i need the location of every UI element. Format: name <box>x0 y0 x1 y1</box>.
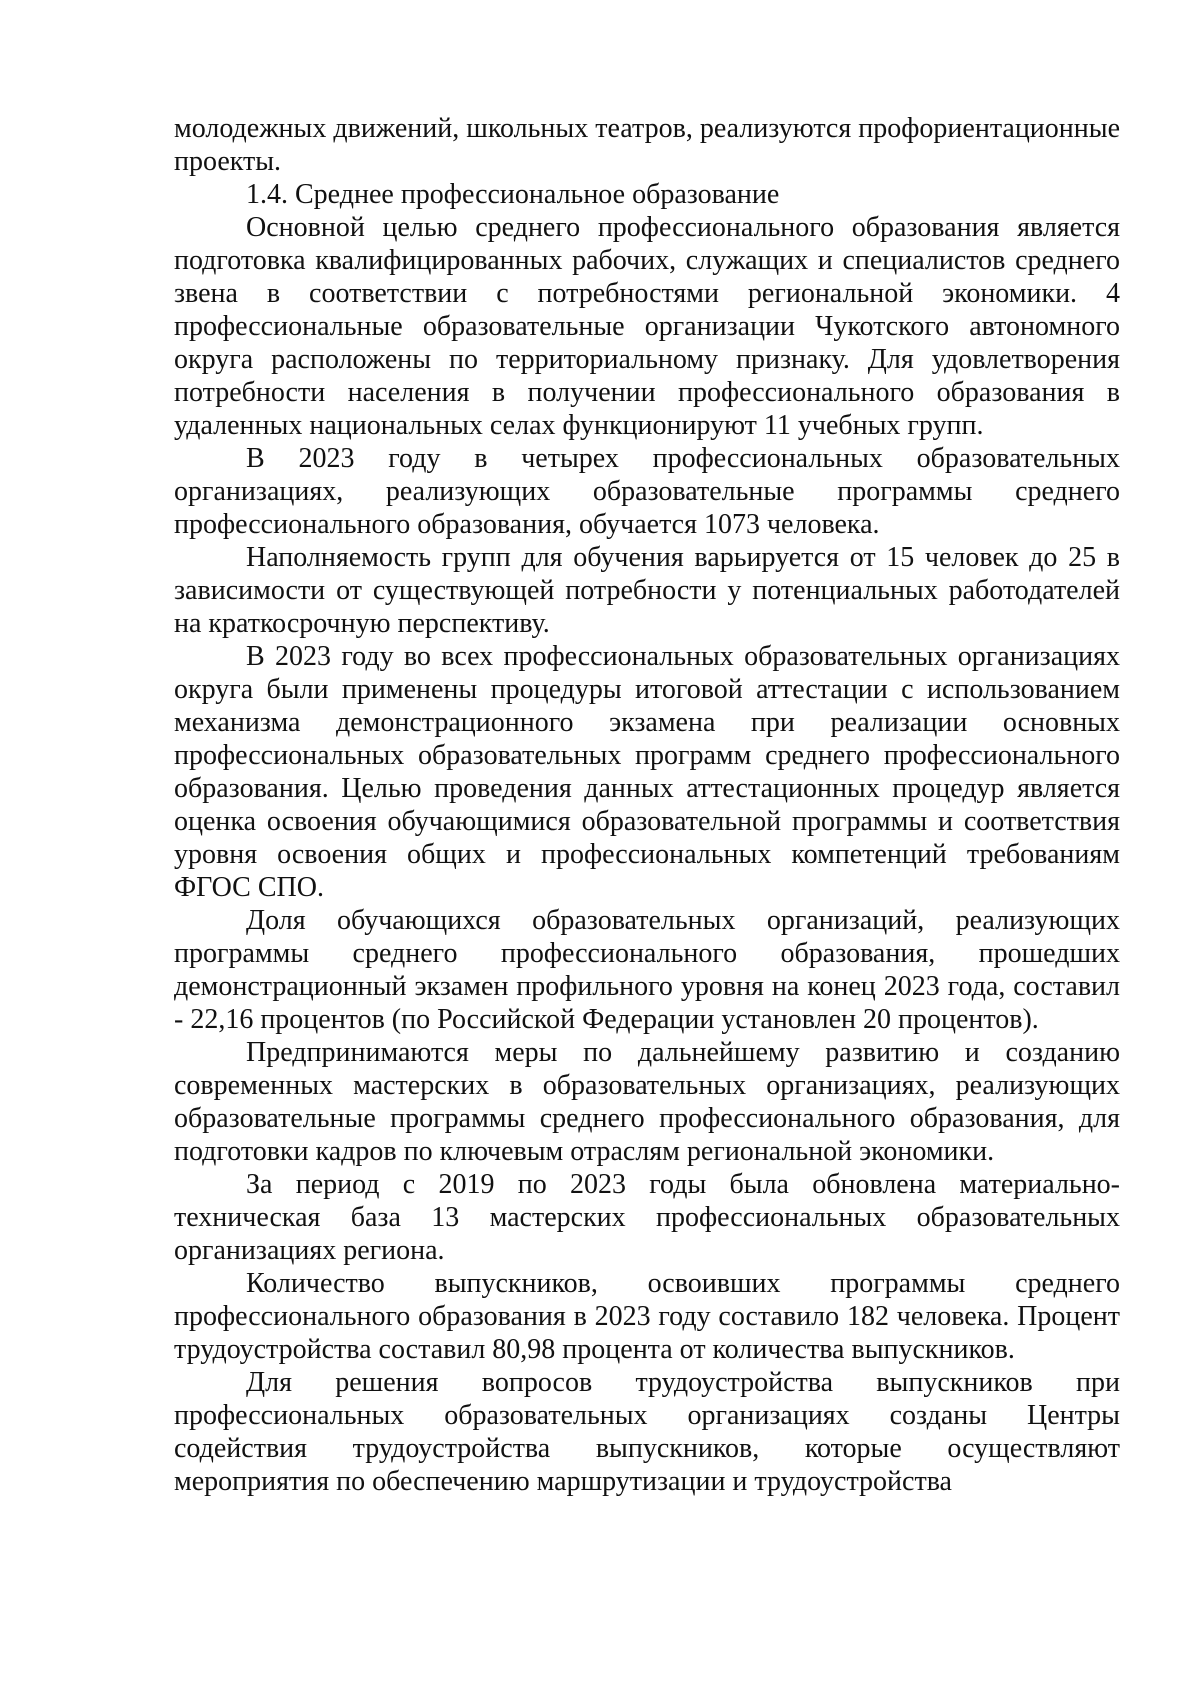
paragraph: В 2023 году во всех профессиональных образовательных организациях округа были применены процедуры итоговой аттестации с использованием механизма демонстрационного экзамена при реализации основных профессиональных образовательных программ среднего профессионального образования. Целью проведения данных аттестационных процедур является оценка освоения обучающимися образовательной программы и соответствия уровня освоения общих и профессиональных компетенций требованиям ФГОС СПО. <box>174 641 1120 903</box>
paragraph: За период с 2019 по 2023 годы была обновлена материально-техническая база 13 мастерских профессиональных образовательных организациях региона. <box>174 1169 1120 1266</box>
paragraph: В 2023 году в четырех профессиональных образовательных организациях, реализующих образовательные программы среднего профессионального образования, обучается 1073 человека. <box>174 443 1120 540</box>
paragraph: Доля обучающихся образовательных организаций, реализующих программы среднего профессионального образования, прошедших демонстрационный экзамен профильного уровня на конец 2023 года, составил - 22,16 процентов (по Российской Федерации установлен 20 процентов). <box>174 905 1120 1035</box>
paragraph: Количество выпускников, освоивших программы среднего профессионального образования в 2023 году составило 182 человека. Процент трудоустройства составил 80,98 процента от количества выпускников. <box>174 1268 1120 1365</box>
paragraph: Наполняемость групп для обучения варьируется от 15 человек до 25 в зависимости от существующей потребности у потенциальных работодателей на краткосрочную перспективу. <box>174 542 1120 639</box>
document-page <box>174 112 1120 1498</box>
paragraph: Основной целью среднего профессионального образования является подготовка квалифицированных рабочих, служащих и специалистов среднего звена в соответствии с потребностями региональной экономики. 4 профессиональные образовательные организации Чукотского автономного округа расположены по территориальному признаку. Для удовлетворения потребности населения в получении профессионального образования в удаленных национальных селах функционируют 11 учебных групп. <box>174 212 1120 441</box>
paragraph-last: Для решения вопросов трудоустройства выпускников при профессиональных образовательных организациях созданы Центры содействия трудоустройства выпускников, которые осуществляют мероприятия по обеспечению маршрутизации и трудоустройства <box>174 1367 1120 1497</box>
section-heading: 1.4. Среднее профессиональное образование <box>246 179 780 210</box>
paragraph-continuation: молодежных движений, школьных театров, реализуются профориентационные проекты. <box>174 113 1120 177</box>
paragraph: Предпринимаются меры по дальнейшему развитию и созданию современных мастерских в образовательных организациях, реализующих образовательные программы среднего профессионального образования, для подготовки кадров по ключевым отраслям региональной экономики. <box>174 1037 1120 1167</box>
